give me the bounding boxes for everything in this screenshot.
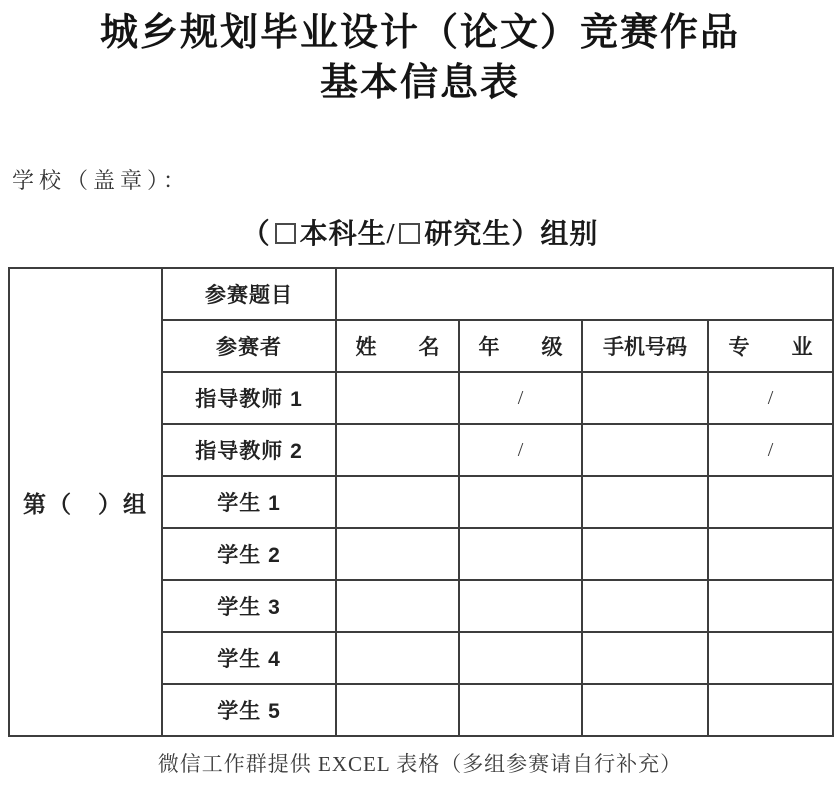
advisor1-phone-cell[interactable] [582,372,708,424]
footer-note: 微信工作群提供 EXCEL 表格（多组参赛请自行补充） [157,752,683,776]
undergraduate-label: 本科生 [299,219,387,250]
advisor2-phone-cell[interactable] [582,424,708,476]
group-type-selector [0,212,840,252]
group-number-cell: 第（ ）组 [9,268,162,736]
advisor2-name-cell[interactable] [336,424,459,476]
basic-info-table [8,267,834,737]
topic-input-cell[interactable] [336,268,833,320]
student4-major-cell[interactable] [708,632,833,684]
student4-name-cell[interactable] [336,632,459,684]
group-separator: / [386,219,396,250]
student1-name-cell[interactable] [336,476,459,528]
student2-row-label: 学生 2 [162,528,336,580]
undergraduate-checkbox-icon[interactable] [275,223,296,244]
student4-grade-cell[interactable] [459,632,582,684]
student1-row-label: 学生 1 [162,476,336,528]
student1-grade-cell[interactable] [459,476,582,528]
student2-major-cell[interactable] [708,528,833,580]
student3-grade-cell[interactable] [459,580,582,632]
school-stamp-label: 学校（盖章）： [12,168,191,193]
page-title-line2: 基本信息表 [319,62,520,104]
advisor2-row-label: 指导教师 2 [162,424,336,476]
page-title-line1: 城乡规划毕业设计（论文）竞赛作品 [99,12,740,54]
graduate-checkbox-icon[interactable] [399,223,420,244]
advisor1-grade-na-cell: / [459,372,582,424]
student3-phone-cell[interactable] [582,580,708,632]
student2-grade-cell[interactable] [459,528,582,580]
student3-name-cell[interactable] [336,580,459,632]
advisor1-name-cell[interactable] [336,372,459,424]
group-suffix-label: 组别 [540,219,599,250]
student5-name-cell[interactable] [336,684,459,736]
group-open-paren: （ [241,219,271,250]
student2-name-cell[interactable] [336,528,459,580]
student5-major-cell[interactable] [708,684,833,736]
student3-major-cell[interactable] [708,580,833,632]
student2-phone-cell[interactable] [582,528,708,580]
student4-phone-cell[interactable] [582,632,708,684]
group-close-paren: ） [511,219,541,250]
table-row-topic [9,268,833,320]
student4-row-label: 学生 4 [162,632,336,684]
advisor2-major-na-cell: / [708,424,833,476]
student5-grade-cell[interactable] [459,684,582,736]
advisor2-grade-na-cell: / [459,424,582,476]
column-header-grade: 年 级 [459,320,582,372]
advisor1-major-na-cell: / [708,372,833,424]
page-title [0,0,840,108]
student1-phone-cell[interactable] [582,476,708,528]
column-header-phone: 手机号码 [582,320,708,372]
advisor1-row-label: 指导教师 1 [162,372,336,424]
student3-row-label: 学生 3 [162,580,336,632]
student5-phone-cell[interactable] [582,684,708,736]
column-header-major: 专 业 [708,320,833,372]
graduate-label: 研究生 [424,219,512,250]
student5-row-label: 学生 5 [162,684,336,736]
column-header-name: 姓 名 [336,320,459,372]
student1-major-cell[interactable] [708,476,833,528]
topic-row-label: 参赛题目 [162,268,336,320]
participant-row-label: 参赛者 [162,320,336,372]
